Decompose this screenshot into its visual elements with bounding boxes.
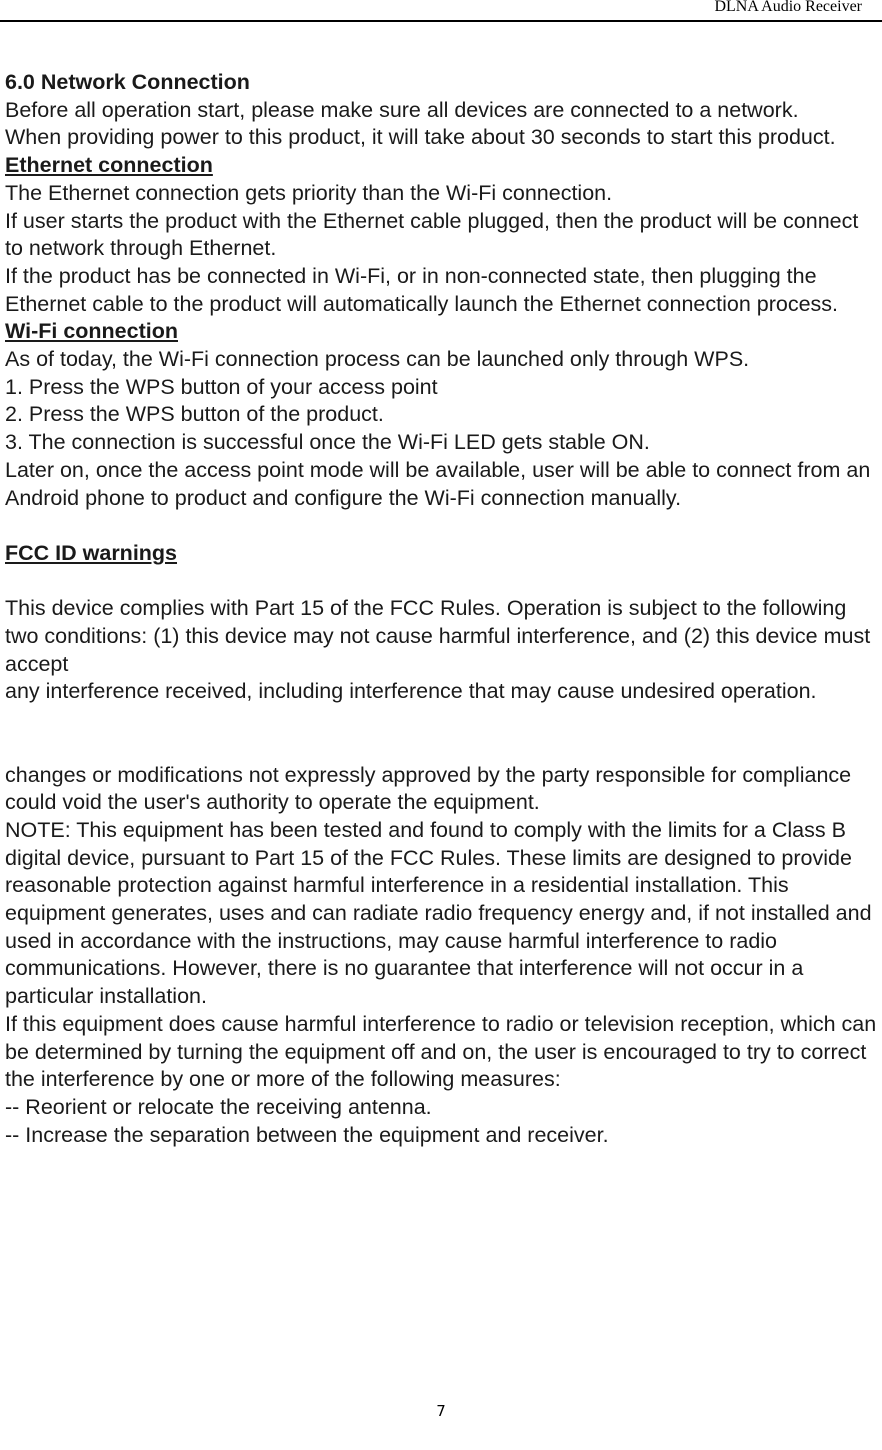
fcc-paragraph: any interference received, including interference that may cause undesired operation. bbox=[5, 679, 817, 704]
fcc-measure: -- Reorient or relocate the receiving antenna. bbox=[5, 1094, 432, 1119]
spacer bbox=[5, 512, 882, 540]
wifi-paragraph: As of today, the Wi-Fi connection process can be launched only through WPS. bbox=[5, 347, 750, 372]
intro-paragraph: Before all operation start, please make sure all devices are connected to a network. bbox=[5, 97, 799, 122]
ethernet-paragraph: If the product has be connected in Wi-Fi, or in non-connected state, then plugging the Ethernet cable to the product will automatically launch the Ethernet connection process. bbox=[5, 263, 839, 316]
section-title: 6.0 Network Connection bbox=[5, 70, 250, 94]
fcc-measure: -- Increase the separation between the equipment and receiver. bbox=[5, 1122, 609, 1147]
intro-paragraph: When providing power to this product, it will take about 30 seconds to start this product. bbox=[5, 125, 836, 150]
wifi-step: 2. Press the WPS button of the product. bbox=[5, 402, 384, 427]
fcc-paragraph: This device complies with Part 15 of the FCC Rules. Operation is subject to the following two conditions: (1) this device may not cause harmful interference, and (2) this device must accept bbox=[5, 596, 871, 676]
fcc-changes: could void the user's authority to operate the equipment. bbox=[5, 790, 540, 815]
header-title: DLNA Audio Receiver bbox=[714, 0, 862, 15]
fcc-note: NOTE: This equipment has been tested and found to comply with the limits for a Class B digital device, pursuant to Part 15 of the FCC Rules. These limits are designed to provide reasonable protection against harmful interference in a residential installation. This equipment generates, uses and can radiate radio frequency energy and, if not installed and used in accordance with the instructions, may cause harmful interference to radio communications. However, there is no guarantee that interference will not occur in a particular installation. bbox=[5, 817, 872, 1009]
wifi-paragraph: Later on, once the access point mode will be available, user will be able to connect from an Android phone to product and configure the Wi-Fi connection manually. bbox=[5, 457, 871, 510]
ethernet-heading: Ethernet connection bbox=[5, 153, 213, 178]
fcc-heading: FCC ID warnings bbox=[5, 540, 178, 565]
ethernet-paragraph: If user starts the product with the Ethernet cable plugged, then the product will be connect to network through Ethernet. bbox=[5, 208, 859, 261]
page-header bbox=[0, 0, 882, 22]
wifi-step: 3. The connection is successful once the Wi-Fi LED gets stable ON. bbox=[5, 430, 650, 455]
document-body bbox=[5, 69, 882, 1149]
spacer bbox=[5, 568, 882, 596]
ethernet-paragraph: The Ethernet connection gets priority than the Wi-Fi connection. bbox=[5, 180, 613, 205]
fcc-changes: changes or modifications not expressly approved by the party responsible for compliance bbox=[5, 762, 852, 787]
fcc-interference: If this equipment does cause harmful interference to radio or television reception, which can be determined by turning the equipment off and on, the user is encouraged to try to correct the interference by one or more of the following measures: bbox=[5, 1011, 877, 1092]
wifi-step: 1. Press the WPS button of your access point bbox=[5, 374, 438, 399]
spacer bbox=[5, 706, 882, 761]
wifi-heading: Wi-Fi connection bbox=[5, 319, 178, 344]
page-number: 7 bbox=[436, 1402, 446, 1420]
